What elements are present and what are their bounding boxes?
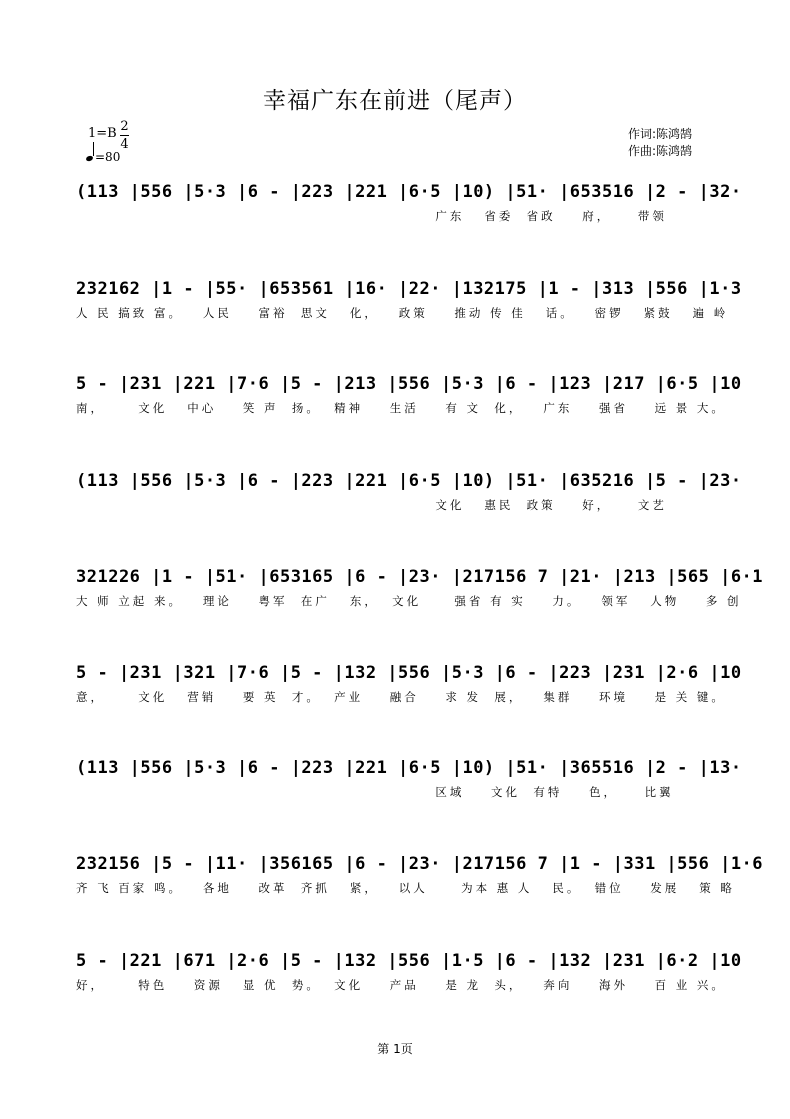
- notation-line: 232162 |1 - |55· |653561 |16· |22· |132175 |1 - |313 |556 |1·3: [76, 279, 753, 299]
- score-system-1: [76, 177, 753, 235]
- score-system-4: [76, 466, 753, 524]
- score-system-7: [76, 753, 753, 811]
- composer-credit: 作曲:陈鸿鹄: [628, 144, 693, 158]
- lyrics-line: 文化 惠民 政策 好， 文艺: [76, 498, 667, 512]
- notation-line: 5 - |221 |671 |2·6 |5 - |132 |556 |1·5 |6 - |132 |231 |6·2 |10: [76, 951, 753, 971]
- lyrics-line: 大 师 立起 来。 理论 粤军 在广 东， 文化 强省 有 实 力。 领军 人物 多 创: [76, 594, 742, 608]
- page-title: 幸福广东在前进（尾声）: [263, 88, 527, 114]
- tempo-value: =80: [95, 150, 121, 164]
- notation-line: (113 |556 |5·3 |6 - |223 |221 |6·5 |10) |51· |653516 |2 - |32·: [76, 182, 753, 202]
- score-system-9: [76, 946, 753, 1004]
- notation-line: (113 |556 |5·3 |6 - |223 |221 |6·5 |10) |51· |365516 |2 - |13·: [76, 758, 753, 778]
- notation-line: 5 - |231 |321 |7·6 |5 - |132 |556 |5·3 |6 - |223 |231 |2·6 |10: [76, 663, 753, 683]
- lyrics-line: 广东 省委 省政 府， 带领: [76, 209, 667, 223]
- lyrics-line: 意， 文化 营销 要 英 才。 产业 融合 求 发 展， 集群 环境 是 关 键。: [76, 690, 726, 704]
- lyrics-line: 齐 飞 百家 鸣。 各地 改革 齐抓 紧， 以人 为本 惠 人 民。 错位 发展 策 略: [76, 881, 735, 895]
- time-signature: [120, 118, 129, 153]
- score-system-3: [76, 369, 753, 427]
- time-signature-top: 2: [120, 119, 129, 134]
- lyrics-line: 好， 特色 资源 显 优 势。 文化 产品 是 龙 头， 奔向 海外 百 业 兴。: [76, 978, 726, 992]
- tempo-marking: [86, 150, 120, 164]
- score-system-6: [76, 658, 753, 716]
- credits: [628, 126, 692, 160]
- page-number: 第 1页: [377, 1042, 413, 1056]
- notation-line: 5 - |231 |221 |7·6 |5 - |213 |556 |5·3 |6 - |123 |217 |6·5 |10: [76, 374, 753, 394]
- lyrics-line: 南， 文化 中心 笑 声 扬。 精神 生活 有 文 化， 广东 强省 远 景 大。: [76, 401, 726, 415]
- score-system-2: [76, 274, 753, 332]
- score-system-5: [76, 562, 774, 620]
- notation-line: 232156 |5 - |11· |356165 |6 - |23· |217156 7 |1 - |331 |556 |1·6: [76, 854, 774, 874]
- key-signature: 1=B: [88, 126, 117, 141]
- note-head-icon: [85, 155, 93, 162]
- notation-line: (113 |556 |5·3 |6 - |223 |221 |6·5 |10) |51· |635216 |5 - |23·: [76, 471, 753, 491]
- lyrics-line: 区域 文化 有特 色， 比翼: [76, 785, 674, 799]
- lyrics-line: 人 民 搞致 富。 人民 富裕 思文 化， 政策 推动 传 佳 话。 密锣 紧鼓 遍 岭: [76, 306, 729, 320]
- score-system-8: [76, 849, 774, 907]
- quarter-note-icon: [93, 142, 94, 156]
- lyricist-credit: 作词:陈鸿鹄: [628, 127, 693, 141]
- time-signature-bottom: 4: [120, 137, 129, 152]
- notation-line: 321226 |1 - |51· |653165 |6 - |23· |217156 7 |21· |213 |565 |6·1: [76, 567, 774, 587]
